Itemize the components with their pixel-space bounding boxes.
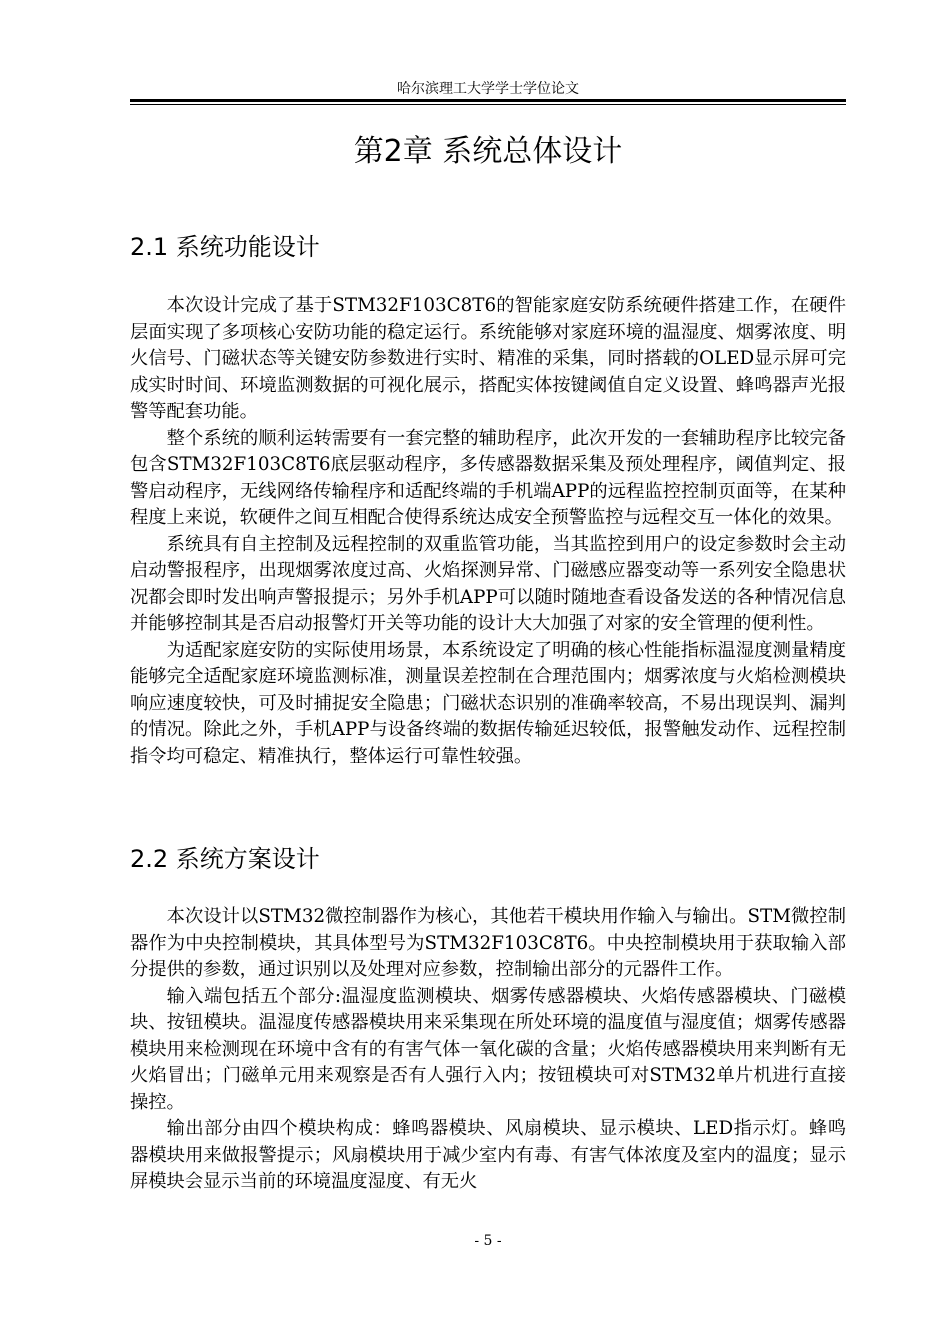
header-rule-thin [130, 104, 846, 105]
paragraph: 本次设计完成了基于STM32F103C8T6的智能家庭安防系统硬件搭建工作，在硬件层面实现了多项核心安防功能的稳定运行。系统能够对家庭环境的温湿度、烟雾浓度、明火信号、门磁状态等关键安防参数进行实时、精准的采集，同时搭载的OLED显示屏可完成实时时间、环境监测数据的可视化展示，搭配实体按键阈值自定义设置、蜂鸣器声光报警等配套功能。 [130, 295, 846, 422]
page-number: - 5 - [474, 1233, 502, 1249]
paragraph: 整个系统的顺利运转需要有一套完整的辅助程序，此次开发的一套辅助程序比较完备包含STM32F103C8T6底层驱动程序，多传感器数据采集及预处理程序，阈值判定、报警启动程序，无线网络传输程序和适配终端的手机端APP的远程监控控制页面等，在某种程度上来说，软硬件之间互相配合使得系统达成安全预警监控与远程交互一体化的效果。 [130, 427, 846, 528]
section-heading-2-1: 2.1 系统功能设计 [130, 233, 320, 261]
paragraph: 本次设计以STM32微控制器作为核心，其他若干模块用作输入与输出。STM微控制器作为中央控制模块，其具体型号为STM32F103C8T6。中央控制模块用于获取输入部分提供的参数，通过识别以及处理对应参数，控制输出部分的元器件工作。 [130, 906, 846, 980]
paragraph: 系统具有自主控制及远程控制的双重监管功能，当其监控到用户的设定参数时会主动启动警报程序，出现烟雾浓度过高、火焰探测异常、门磁感应器变动等一系列安全隐患状况都会即时发出响声警报提示；另外手机APP可以随时随地查看设备发送的各种情况信息并能够控制其是否启动报警灯开关等功能的设计大大加强了对家的安全管理的便利性。 [130, 533, 846, 634]
section-2-1-body [130, 293, 846, 770]
section-heading-2-2: 2.2 系统方案设计 [130, 845, 320, 873]
paragraph: 输入端包括五个部分:温湿度监测模块、烟雾传感器模块、火焰传感器模块、门磁模块、按钮模块。温湿度传感器模块用来采集现在所处环境的温度值与湿度值；烟雾传感器模块用来检测现在环境中含有的有害气体一氧化碳的含量；火焰传感器模块用来判断有无火焰冒出；门磁单元用来观察是否有人强行入内；按钮模块可对STM32单片机进行直接操控。 [130, 985, 846, 1113]
header-rule-thick [130, 99, 846, 102]
paragraph: 为适配家庭安防的实际使用场景，本系统设定了明确的核心性能指标温湿度测量精度能够完全适配家庭环境监测标准，测量误差控制在合理范围内；烟雾浓度与火焰检测模块响应速度较快，可及时捕捉安全隐患；门磁状态识别的准确率较高，不易出现误判、漏判的情况。除此之外，手机APP与设备终端的数据传输延迟较低，报警触发动作、远程控制指令均可稳定、精准执行，整体运行可靠性较强。 [130, 639, 846, 767]
section-2-2-body [130, 904, 846, 1196]
paragraph: 输出部分由四个模块构成：蜂鸣器模块、风扇模块、显示模块、LED指示灯。蜂鸣器模块用来做报警提示；风扇模块用于减少室内有毒、有害气体浓度及室内的温度；显示屏模块会显示当前的环境温度湿度、有无火 [130, 1118, 846, 1192]
running-header: 哈尔滨理工大学学士学位论文 [397, 81, 579, 97]
chapter-title: 第2章 系统总体设计 [353, 134, 623, 169]
